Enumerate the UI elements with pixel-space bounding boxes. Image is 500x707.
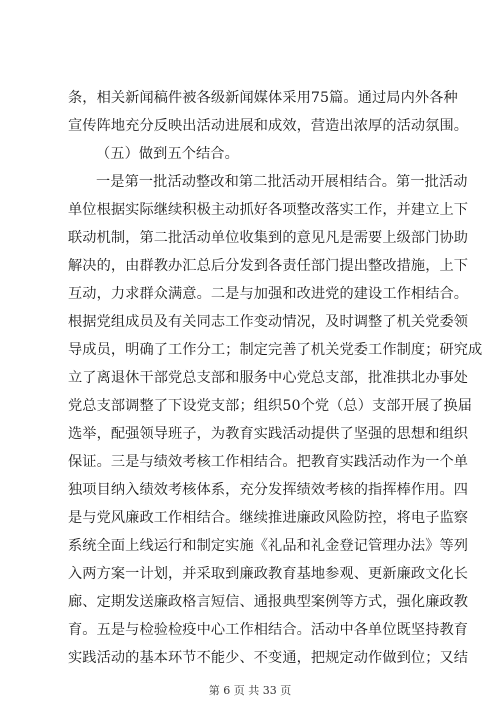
page-number-footer: 第 6 页 共 33 页 [208, 684, 292, 697]
section-heading: （五）做到五个结合。 [96, 146, 239, 162]
text-line: 条，相关新闻稿件被各级新闻媒体采用75篇。通过局内外各种 [68, 90, 458, 106]
body-text [68, 84, 483, 672]
text-line: 立了离退休干部党总支部和服务中心党总支部，批准拱北办事处 [68, 370, 469, 386]
text-line: 选举，配强领导班子，为教育实践活动提供了坚强的思想和组织 [68, 426, 469, 442]
text-line: 入两方案一计划，并采取到廉政教育基地参观、更新廉政文化长 [68, 566, 469, 582]
text-line: 系统全面上线运行和制定实施《礼品和礼金登记管理办法》等列 [68, 538, 469, 554]
text-line: 导成员，明确了工作分工；制定完善了机关党委工作制度；研究成 [68, 342, 483, 358]
text-line: 廊、定期发送廉政格言短信、通报典型案例等方式，强化廉政教 [68, 594, 469, 610]
text-line: 解决的，由群教办汇总后分发到各责任部门提出整改措施，上下 [68, 258, 469, 274]
text-line: 是与党风廉政工作相结合。继续推进廉政风险防控，将电子监察 [68, 510, 469, 526]
text-line: 宣传阵地充分反映出活动进展和成效，营造出浓厚的活动氛围。 [68, 118, 469, 134]
text-line: 独项目纳入绩效考核体系，充分发挥绩效考核的指挥棒作用。四 [68, 482, 469, 498]
text-line: 育。五是与检验检疫中心工作相结合。活动中各单位既坚持教育 [68, 622, 469, 638]
text-line: 党总支部调整了下设党支部；组织50个党（总）支部开展了换届 [68, 398, 473, 414]
text-line: 单位根据实际继续积极主动抓好各项整改落实工作，并建立上下 [68, 202, 469, 218]
text-line: 联动机制，第二批活动单位收集到的意见凡是需要上级部门协助 [68, 230, 469, 246]
text-line: 保证。三是与绩效考核工作相结合。把教育实践活动作为一个单 [68, 454, 469, 470]
text-line: 一是第一批活动整改和第二批活动开展相结合。第一批活动 [96, 174, 468, 190]
text-line: 根据党组成员及有关同志工作变动情况，及时调整了机关党委领 [68, 314, 469, 330]
text-line: 互动，力求群众满意。二是与加强和改进党的建设工作相结合。 [68, 286, 469, 302]
text-line: 实践活动的基本环节不能少、不变通，把规定动作做到位；又结 [68, 650, 469, 666]
